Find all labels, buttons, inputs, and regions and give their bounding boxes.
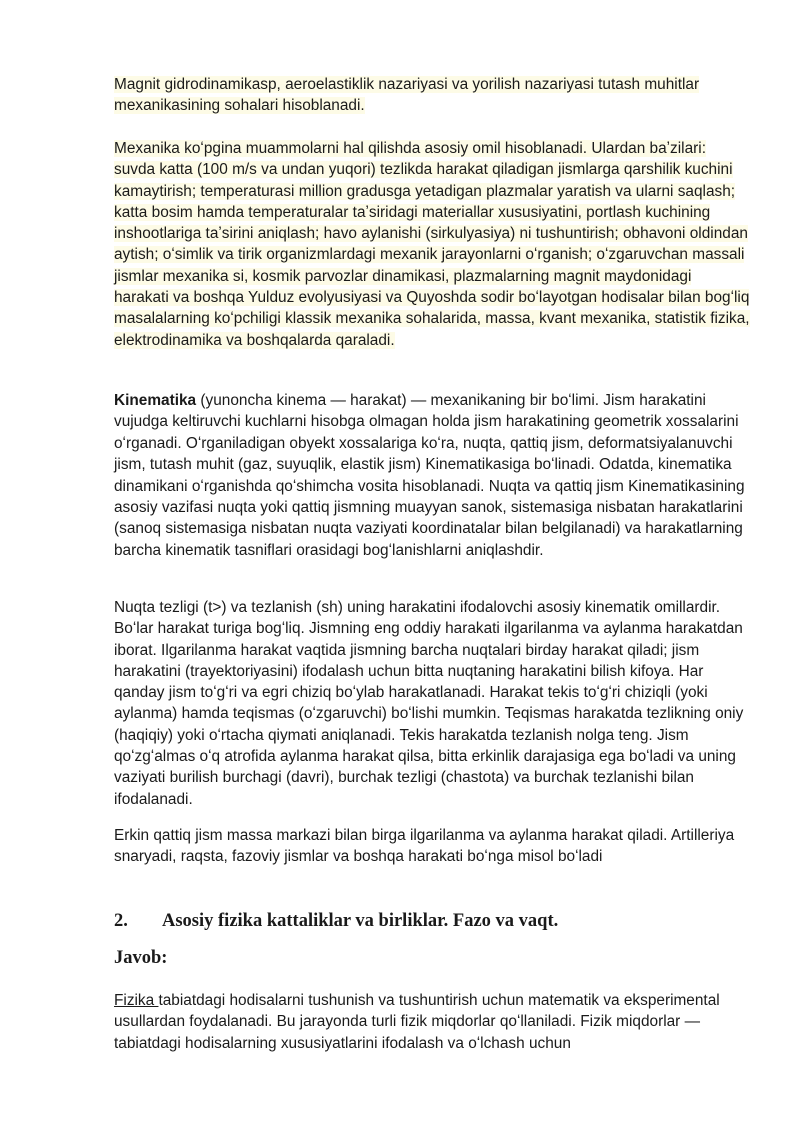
paragraph-free-rigid-body bbox=[114, 825, 750, 868]
paragraph-text: Erkin qattiq jism massa markazi bilan birga ilgarilanma va aylanma harakat qiladi. Artilleriya snaryadi, raqsta, fazoviy jismlar va boshqa harakati boʻnga misol boʻladi bbox=[114, 827, 735, 866]
paragraph-text: (yunoncha kinema — harakat) — mexanikaning bir boʻlimi. Jism harakatini vujudga keltiruvchi kuchlarni hisobga olmagan holda jism harakatining geometrik xossalarini oʻrganadi. Oʻrganiladigan obyekt xossalariga koʻra, nuqta, qattiq jism, deformatsiyalanuvchi jism, tutash muhit (gaz, suyuqlik, elastik jism) Kinematikasiga boʻlinadi. Odatda, kinematika dinamikani oʻrganishda qoʻshimcha vosita hisoblanadi. Nuqta va qattiq jism Kinematikasining asosiy vazifasi nuqta yoki qattiq jismning muayyan sanok, sistemasiga nisbatan harakatlarini (sanoq sistemasiga nisbatan nuqta vaziyati koordinatalar bilan belgilanadi) va harakatlarning barcha kinematik tasniflari orasidagi bogʻlanishlarni aniqlashdir. bbox=[114, 392, 745, 559]
section-heading bbox=[114, 911, 558, 932]
paragraph-text: Nuqta tezligi (t>) va tezlanish (sh) uning harakatini ifodalovchi asosiy kinematik omillardir. Boʻlar harakat turiga bogʻliq. Jismning eng oddiy harakati ilgarilanma va aylanma harakatdan iborat. Ilgarilanma harakat vaqtida jismning barcha nuqtalari birday harakat qiladi; jism harakatini (trayektoriyasini) ifodalash uchun bitta nuqtaning harakatini bilish kifoya. Har qanday jism toʻgʻri va egri chiziq boʻylab harakatlanadi. Harakat tekis toʻgʻri chiziqli (yoki aylanma) hamda teqismas (oʻzgaruvchi) boʻlishi mumkin. Teqismas harakatda tezlikning oniy (haqiqiy) yoki oʻrtacha qiymati aniqlanadi. Tekis harakatda tezlanish nolga teng. Jism qoʻzgʻalmas oʻq atrofida aylanma harakat qilsa, bitta erkinlik darajasiga ega boʻladi va uning vaziyati burilish burchagi (davri), burchak tezligi (chastota) va burchak tezlanishi bilan ifodalanadi. bbox=[114, 599, 744, 808]
paragraph-text: tabiatdagi hodisalarni tushunish va tushuntirish uchun matematik va eksperimental usullardan foydalanadi. Bu jarayonda turli fizik miqdorlar qoʻllaniladi. Fizik miqdorlar — tabiatdagi hodisalarning xususiyatlarini ifodalash va oʻlchash uchun bbox=[114, 992, 720, 1052]
highlighted-text: Mexanika koʻpgina muammolarni hal qilishda asosiy omil hisoblanadi. Ulardan baʼzilari: suvda katta (100 m/s va undan yuqori) tezlikda harakat qiladigan jismlarga qarshilik kuchini kamaytirish; temperaturasi million gradusga yetadigan plazmalar yaratish va ularni saqlash; katta bosim hamda temperaturalar taʼsiridagi materiallar xususiyatini, portlash kuchining inshootlariga taʼsirini aniqlash; havo aylanishi (sirkulyasiya) ni tushuntirish; obhavoni oldindan aytish; oʻsimlik va tirik organizmlardagi mexanik jarayonlarni oʻrganish; oʻzgaruvchan massali jismlar mexanika si, kosmik parvozlar dinamikasi, plazmalarning magnit maydonidagi harakati va boshqa Yulduz evolyusiyasi va Quyoshda sodir boʻlayotgan hodisalar bilan bogʻliq masalalarning koʻpchiligi klassik mexanika sohalarida, massa, kvant mexanika, statistik fizika, elektrodinamika va boshqalarda qaraladi. bbox=[114, 140, 750, 349]
paragraph-intro bbox=[114, 74, 750, 117]
paragraph-velocity-acceleration bbox=[114, 597, 750, 810]
highlighted-text: Magnit gidrodinamikasp, aeroelastiklik nazariyasi va yorilish nazariyasi tutash muhitlar mexanikasining sohalari hisoblanadi. bbox=[114, 76, 700, 115]
term-kinematika: Kinematika bbox=[114, 392, 197, 409]
paragraph-mechanics-problems bbox=[114, 138, 750, 351]
section-number: 2. bbox=[114, 911, 128, 931]
answer-label: Javob: bbox=[114, 948, 168, 968]
paragraph-physics bbox=[114, 990, 750, 1054]
paragraph-kinematics bbox=[114, 390, 750, 561]
fizika-link[interactable]: Fizika bbox=[114, 992, 159, 1009]
section-title: Asosiy fizika kattaliklar va birliklar. Fazo va vaqt. bbox=[162, 911, 559, 931]
